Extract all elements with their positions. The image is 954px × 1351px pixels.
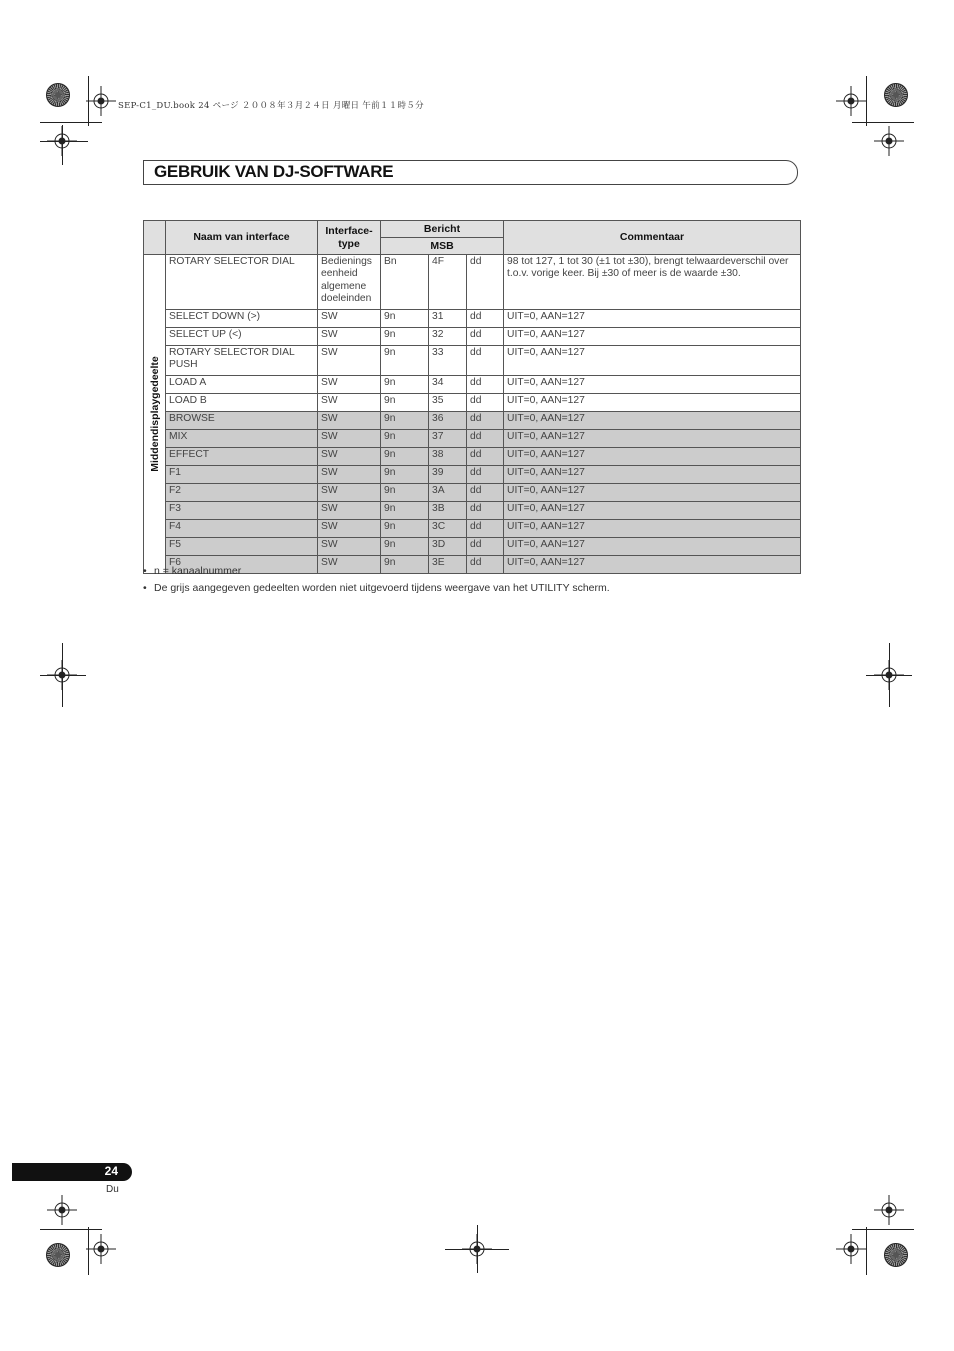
cell-name: F5 — [166, 538, 318, 556]
cell-comment: UIT=0, AAN=127 — [504, 466, 801, 484]
cell-b1: 9n — [381, 484, 429, 502]
cell-b1: 9n — [381, 376, 429, 394]
table-row — [144, 394, 801, 412]
cell-b3: dd — [467, 430, 504, 448]
cell-type: Bedienings eenheid algemene doeleinden — [318, 255, 381, 310]
note-item — [143, 564, 610, 581]
table-row — [144, 310, 801, 328]
note-text: De grijs aangegeven gedeelten worden niet uitgevoerd tijdens weergave van het UTILITY scherm. — [154, 582, 610, 594]
notes — [143, 564, 610, 598]
cell-b2: 34 — [429, 376, 467, 394]
cell-comment: UIT=0, AAN=127 — [504, 556, 801, 574]
cell-b2: 3B — [429, 502, 467, 520]
midi-message-table — [143, 220, 801, 574]
registration-dial-icon — [46, 83, 70, 107]
crosshair-icon — [47, 1195, 77, 1225]
table-row — [144, 346, 801, 376]
cell-b3: dd — [467, 556, 504, 574]
corner-cell — [144, 221, 166, 255]
cell-comment: UIT=0, AAN=127 — [504, 328, 801, 346]
registration-dial-icon — [46, 1243, 70, 1267]
cell-b2: 3D — [429, 538, 467, 556]
cell-type: SW — [318, 376, 381, 394]
header-msb: MSB — [381, 238, 504, 255]
cell-b1: 9n — [381, 448, 429, 466]
cell-b1: 9n — [381, 394, 429, 412]
cell-b3: dd — [467, 502, 504, 520]
header-comment: Commentaar — [504, 221, 801, 255]
table-row — [144, 448, 801, 466]
cell-type: SW — [318, 556, 381, 574]
cell-comment: UIT=0, AAN=127 — [504, 484, 801, 502]
cell-b1: 9n — [381, 520, 429, 538]
bullet-icon: • — [143, 565, 147, 577]
cell-name: BROWSE — [166, 412, 318, 430]
table-row — [144, 255, 801, 310]
cell-name: LOAD B — [166, 394, 318, 412]
cell-b2: 38 — [429, 448, 467, 466]
cell-name: F6 — [166, 556, 318, 574]
cell-name: ROTARY SELECTOR DIAL PUSH — [166, 346, 318, 376]
cell-b2: 33 — [429, 346, 467, 376]
cell-b2: 39 — [429, 466, 467, 484]
cell-b3: dd — [467, 346, 504, 376]
cell-b2: 35 — [429, 394, 467, 412]
cell-type: SW — [318, 466, 381, 484]
cell-b2: 31 — [429, 310, 467, 328]
table-row — [144, 328, 801, 346]
cell-comment: UIT=0, AAN=127 — [504, 448, 801, 466]
bullet-icon: • — [143, 582, 147, 594]
cell-name: F4 — [166, 520, 318, 538]
note-item — [143, 581, 610, 598]
cell-b3: dd — [467, 394, 504, 412]
crosshair-icon — [874, 1195, 904, 1225]
cell-b2: 36 — [429, 412, 467, 430]
crosshair-icon — [86, 86, 116, 116]
cell-b1: 9n — [381, 502, 429, 520]
table-row — [144, 412, 801, 430]
table-row — [144, 466, 801, 484]
cell-b1: Bn — [381, 255, 429, 310]
cell-type: SW — [318, 412, 381, 430]
cell-type: SW — [318, 346, 381, 376]
note-text: n = kanaalnummer — [154, 565, 242, 577]
cell-b1: 9n — [381, 328, 429, 346]
cell-type: SW — [318, 430, 381, 448]
section-label: Middendisplaygedeelte — [148, 356, 161, 472]
cell-b3: dd — [467, 538, 504, 556]
header-message: Bericht — [381, 221, 504, 238]
page-number: 24 — [104, 1164, 118, 1178]
table-row — [144, 502, 801, 520]
cell-name: ROTARY SELECTOR DIAL — [166, 255, 318, 310]
header-name: Naam van interface — [166, 221, 318, 255]
cell-b2: 3E — [429, 556, 467, 574]
cell-b2: 4F — [429, 255, 467, 310]
cell-comment: UIT=0, AAN=127 — [504, 394, 801, 412]
cell-b1: 9n — [381, 346, 429, 376]
cell-comment: UIT=0, AAN=127 — [504, 520, 801, 538]
page-number-tab — [12, 1163, 132, 1181]
cell-name: F3 — [166, 502, 318, 520]
cell-b2: 37 — [429, 430, 467, 448]
section-title-box — [143, 160, 798, 185]
language-code: Du — [106, 1184, 119, 1195]
cell-comment: UIT=0, AAN=127 — [504, 310, 801, 328]
cell-type: SW — [318, 394, 381, 412]
cell-b1: 9n — [381, 538, 429, 556]
cell-name: F1 — [166, 466, 318, 484]
cell-b1: 9n — [381, 556, 429, 574]
crosshair-icon — [86, 1234, 116, 1264]
table-row — [144, 484, 801, 502]
cell-comment: 98 tot 127, 1 tot 30 (±1 tot ±30), brengt telwaardeverschil over t.o.v. vorige keer. Bij ±30 of meer is de waarde ±30. — [504, 255, 801, 310]
page-title: GEBRUIK VAN DJ-SOFTWARE — [154, 162, 394, 181]
cell-comment: UIT=0, AAN=127 — [504, 346, 801, 376]
cell-type: SW — [318, 448, 381, 466]
cell-b3: dd — [467, 412, 504, 430]
table-row — [144, 538, 801, 556]
cell-comment: UIT=0, AAN=127 — [504, 376, 801, 394]
cell-b2: 32 — [429, 328, 467, 346]
cell-b3: dd — [467, 448, 504, 466]
cell-b3: dd — [467, 520, 504, 538]
cell-name: SELECT UP (<) — [166, 328, 318, 346]
section-label-cell — [144, 255, 166, 574]
cell-comment: UIT=0, AAN=127 — [504, 502, 801, 520]
crosshair-icon — [836, 1234, 866, 1264]
table-row — [144, 430, 801, 448]
cell-b3: dd — [467, 466, 504, 484]
cell-type: SW — [318, 484, 381, 502]
table-row — [144, 520, 801, 538]
table-row — [144, 376, 801, 394]
cell-b1: 9n — [381, 412, 429, 430]
header-type-label: Interface-type — [325, 225, 373, 250]
cell-name: SELECT DOWN (>) — [166, 310, 318, 328]
cell-type: SW — [318, 538, 381, 556]
cell-comment: UIT=0, AAN=127 — [504, 412, 801, 430]
cell-b2: 3A — [429, 484, 467, 502]
cell-b1: 9n — [381, 310, 429, 328]
cell-b3: dd — [467, 376, 504, 394]
registration-dial-icon — [884, 83, 908, 107]
cell-b3: dd — [467, 484, 504, 502]
cell-b3: dd — [467, 310, 504, 328]
registration-dial-icon — [884, 1243, 908, 1267]
cell-type: SW — [318, 502, 381, 520]
cell-b3: dd — [467, 328, 504, 346]
cell-b1: 9n — [381, 430, 429, 448]
cell-type: SW — [318, 310, 381, 328]
cell-b1: 9n — [381, 466, 429, 484]
cell-comment: UIT=0, AAN=127 — [504, 538, 801, 556]
cell-b3: dd — [467, 255, 504, 310]
cell-name: MIX — [166, 430, 318, 448]
cell-comment: UIT=0, AAN=127 — [504, 430, 801, 448]
table-body — [144, 255, 801, 574]
crosshair-icon — [836, 86, 866, 116]
cell-name: EFFECT — [166, 448, 318, 466]
cell-name: F2 — [166, 484, 318, 502]
crosshair-icon — [874, 126, 904, 156]
print-info: SEP-C1_DU.book 24 ページ ２００８年３月２４日 月曜日 午前１１時５分 — [118, 101, 424, 111]
cell-type: SW — [318, 328, 381, 346]
header-type — [318, 221, 381, 255]
cell-name: LOAD A — [166, 376, 318, 394]
cell-type: SW — [318, 520, 381, 538]
cell-b2: 3C — [429, 520, 467, 538]
